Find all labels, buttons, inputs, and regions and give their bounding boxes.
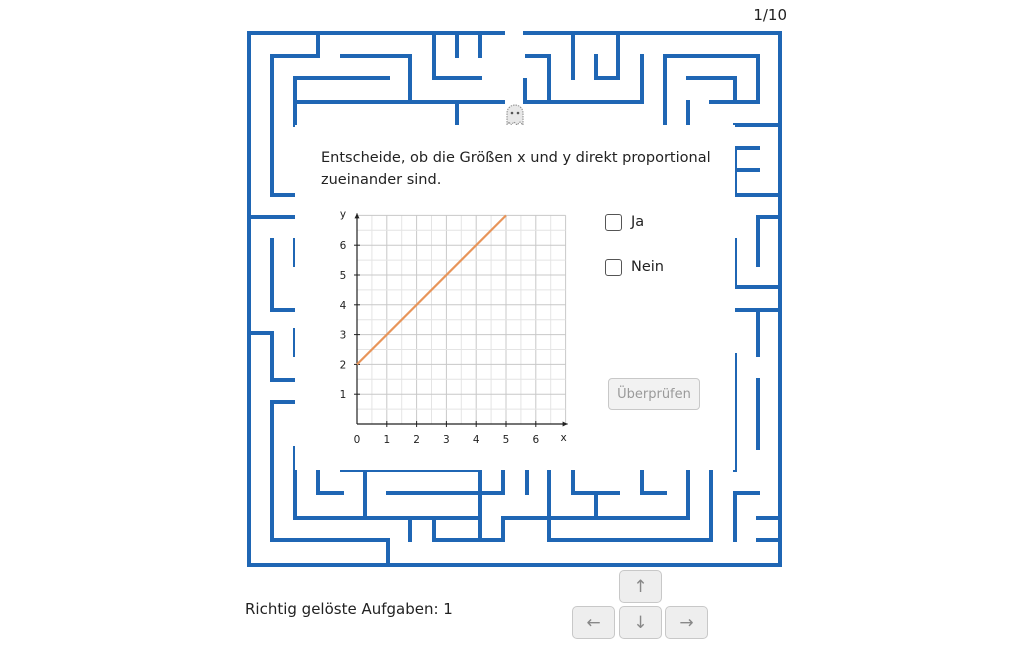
- x-tick-label: 1: [383, 434, 391, 446]
- x-axis-arrow: [563, 422, 568, 427]
- y-tick-label: 6: [339, 240, 347, 253]
- progress-counter: 1/10: [753, 6, 787, 24]
- question-dialog: [295, 125, 735, 470]
- y-tick-label: 1: [339, 389, 347, 402]
- x-axis-label: x: [560, 432, 567, 444]
- choice-ja-label: Ja: [631, 214, 645, 230]
- y-axis-label: y: [339, 210, 347, 221]
- x-tick-label: 2: [413, 434, 420, 446]
- y-tick-label: 5: [339, 270, 347, 282]
- checkbox-nein[interactable]: [605, 259, 622, 276]
- y-tick-label: 4: [339, 299, 347, 312]
- x-tick-label: 0: [353, 434, 361, 446]
- arrow-right-button[interactable]: →: [665, 606, 708, 639]
- arrow-left-button[interactable]: ←: [572, 606, 615, 639]
- chart-grid: [357, 215, 566, 424]
- player-ghost-icon: [504, 103, 526, 127]
- proportionality-chart: [325, 210, 575, 455]
- choice-nein[interactable]: [605, 256, 664, 278]
- y-tick-label: 3: [339, 329, 347, 342]
- arrow-up-button[interactable]: ↑: [619, 570, 662, 603]
- choice-ja[interactable]: [605, 211, 644, 233]
- y-tick-label: 2: [339, 359, 347, 372]
- check-button[interactable]: Überprüfen: [608, 378, 700, 410]
- x-tick-label: 4: [472, 434, 480, 446]
- score-text: Richtig gelöste Aufgaben: 1: [245, 600, 453, 618]
- x-tick-label: 5: [502, 434, 510, 446]
- choice-nein-label: Nein: [631, 259, 664, 275]
- question-text: Entscheide, ob die Größen x und y direkt proportional zueinander sind.: [321, 150, 711, 188]
- x-tick-label: 6: [532, 434, 540, 446]
- arrow-down-button[interactable]: ↓: [619, 606, 662, 639]
- checkbox-ja[interactable]: [605, 214, 622, 231]
- x-tick-label: 3: [443, 434, 450, 446]
